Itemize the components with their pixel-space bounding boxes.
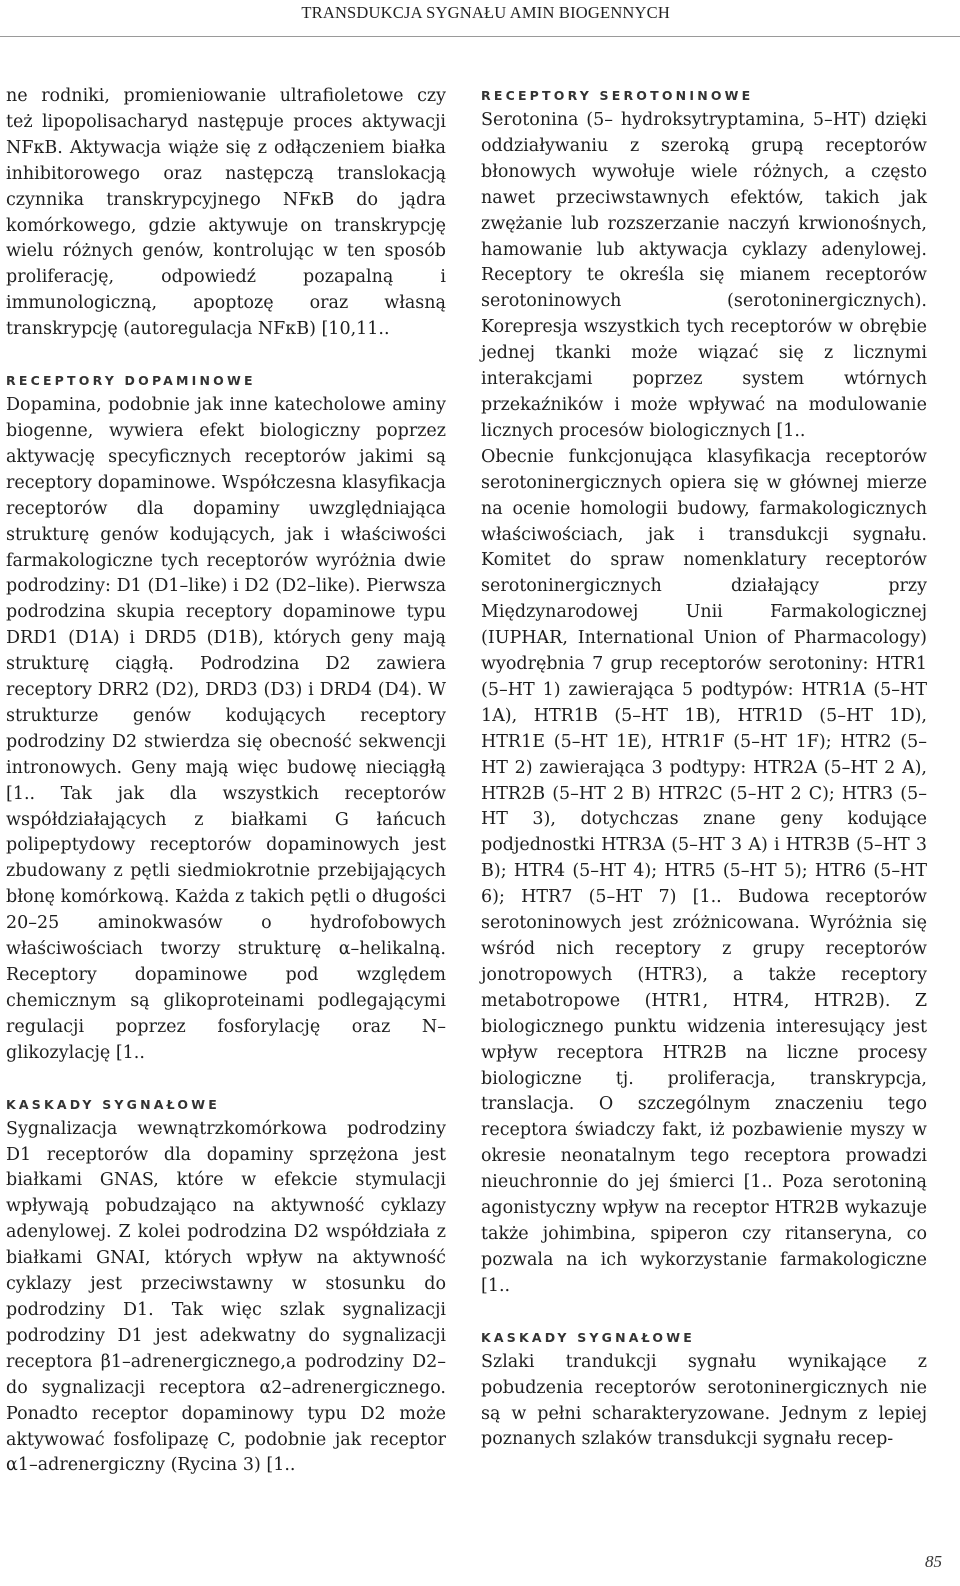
serotonin-cascades-paragraph: Szlaki trandukcji sygnału wynikające z pobudzenia receptorów serotoninergicznych nie są w pełni scharakteryzowane. Jednym z lepiej poznanych szlaków transdukcji sygnału recep- bbox=[481, 1351, 927, 1450]
section-heading-serotonin-receptors: RECEPTORY SEROTONINOWE bbox=[481, 88, 754, 103]
header-divider bbox=[0, 36, 960, 37]
dopamine-receptors-paragraph: Dopamina, podobnie jak inne katecholowe aminy biogenne, wywiera efekt biologiczny poprzez aktywację specyficznych receptorów jakimi są receptory dopaminowe. Współczesna klasyfikacja receptorów dla dopaminy uwzględniająca strukturę genów kodujących, jak i właściwości farmakologiczne tych receptorów wyróżnia dwie podrodziny: D1 (D1–like) i D2 (D2–like). Pierwsza podrodzina skupia receptory dopaminowe typu DRD1 (D1A) i DRD5 (D1B), których geny mają strukturę ciągłą. Podrodzina D2 zawiera receptory DRR2 (D2), DRD3 (D3) i DRD4 (D4). W strukturze genów kodujących receptory podrodziny D2 stwierdza się obecność sekwencji intronowych. Geny mają więc budowę nieciągłą [1.. Tak jak dla wszystkich receptorów współdziałających z białkami G łańcuch polipeptydowy receptorów dopaminowych jest zbudowany z pętli siedmiokrotnie przebijających błonę komórkową. Każda z takich pętli o długości 20–25 aminokwasów o hydrofobowych właściwościach tworzy strukturę α–helikalną. Receptory dopaminowe pod względem chemicznym są glikoproteinami podlegającymi regulacji poprzez fosforylację oraz N–glikozylację [1.. bbox=[6, 395, 446, 1063]
running-header: TRANSDUKCJA SYGNAŁU AMIN BIOGENNYCH bbox=[301, 3, 670, 22]
section-heading-dopamine-receptors: RECEPTORY DOPAMINOWE bbox=[6, 373, 256, 389]
serotonin-intro-paragraph: Serotonina (5– hydroksytryptamina, 5–HT) dzięki oddziaływaniu z szeroką grupą receptorów błonowych wywołuje wiele różnych, a często nawet przeciwstawnych efektów, takich jak zwężanie lub rozszerzanie naczyń krwionośnych, hamowanie lub aktywacja cyklazy adenylowej. Receptory te określa się mianem receptorów serotoninowych (serotoninergicznych). Korepresja wszystkich tych receptorów w obrębie jednej tkanki może wiązać się z licznymi interakcjami poprzez system wtórnych przekaźników i może wpływać na modulowanie licznych procesów biologicznych [1.. bbox=[481, 110, 927, 441]
right-column bbox=[481, 84, 927, 1453]
section-heading-signal-cascades: KASKADY SYGNAŁOWE bbox=[6, 1096, 220, 1112]
intro-paragraph: ne rodniki, promieniowanie ultrafioletowe czy też lipopolisacharyd następuje proces aktywacji NFκB. Aktywacja wiąże się z odłączeniem białka inhibitorowego oraz następczą translokacją czynnika transkrypcyjnego NFκB do jądra komórkowego, gdzie aktywuje on transkrypcję wielu różnych genów, kontrolując w ten sposób proliferację, odpowiedź pozapalną i immunologiczną, apoptozę oraz własną transkrypcję (autoregulacja NFκB) [10,11.. bbox=[6, 86, 446, 340]
page-number: 85 bbox=[925, 1552, 942, 1571]
left-column bbox=[6, 84, 446, 1479]
section-heading-serotonin-cascades: KASKADY SYGNAŁOWE bbox=[481, 1329, 695, 1345]
dopamine-cascades-paragraph: Sygnalizacja wewnątrzkomórkowa podrodziny D1 receptorów dla dopaminy sprzężona jest białkami GNAS, które w efekcie stymulacji wpływają pobudzająco na aktywność cyklazy adenylowej. Z kolei podrodzina D2 współdziała z białkami GNAI, których wpływ na aktywność cyklazy jest przeciwstawny w stosunku do podrodziny D1. Tak więc szlak sygnalizacji podrodziny D1 jest adekwatny do sygnalizacji receptora β1–adrenergicznego,a podrodziny D2– do sygnalizacji receptora α2–adrenergicznego. Ponadto receptor dopaminowy typu D2 może aktywować fosfolipazę C, podobnie jak receptor α1–adrenergiczny (Rycina 3) [1.. bbox=[6, 1118, 446, 1476]
serotonin-classification-paragraph: Obecnie funkcjonująca klasyfikacja receptorów serotoninergicznych opiera się w głównej mierze na ocenie homologii budowy, farmakologicznych właściwościach, jak i transdukcji sygnału. Komitet do spraw nomenklatury receptorów serotoninergicznych działający przy Międzynarodowej Unii Farmakologicznej (IUPHAR, International Union of Pharmacology) wyodrębnia 7 grup receptorów serotoniny: HTR1 (5–HT 1) zawierająca 5 podtypów: HTR1A (5–HT 1A), HTR1B (5–HT 1B), HTR1D (5–HT 1D), HTR1E (5–HT 1E), HTR1F (5–HT 1F); HTR2 (5–HT 2) zawierająca 3 podtypy: HTR2A (5–HT 2 A), HTR2B (5–HT 2 B) HTR2C (5–HT 2 C); HTR3 (5–HT 3), dotychczas znane geny kodujące podjednostki HTR3A (5–HT 3 A) i HTR3B (5–HT 3 B); HTR4 (5–HT 4); HTR5 (5–HT 5); HTR6 (5–HT 6); HTR7 (5–HT 7) [1.. Budowa receptorów serotoninowych jest zróżnicowana. Wyróżnia się wśród nich receptory z grupy receptorów jonotropowych (HTR3), a także receptory metabotropowe (HTR1, HTR4, HTR2B). Z biologicznego punktu widzenia interesujący jest wpływ receptora HTR2B na liczne procesy biologiczne tj. proliferacja, transkrypcja, translacja. O szczególnym znaczeniu tego receptora świadczy fakt, iż pozbawienie myszy w okresie neonatalnym tego receptora prowadzi nieuchronnie do jej śmierci [1.. Poza serotoniną agonistyczny wpływ na receptor HTR2B wykazuje także johimbina, spiperon czy ritanseryna, co pozwala na ich wykorzystanie farmakologiczne [1.. bbox=[481, 446, 927, 1296]
